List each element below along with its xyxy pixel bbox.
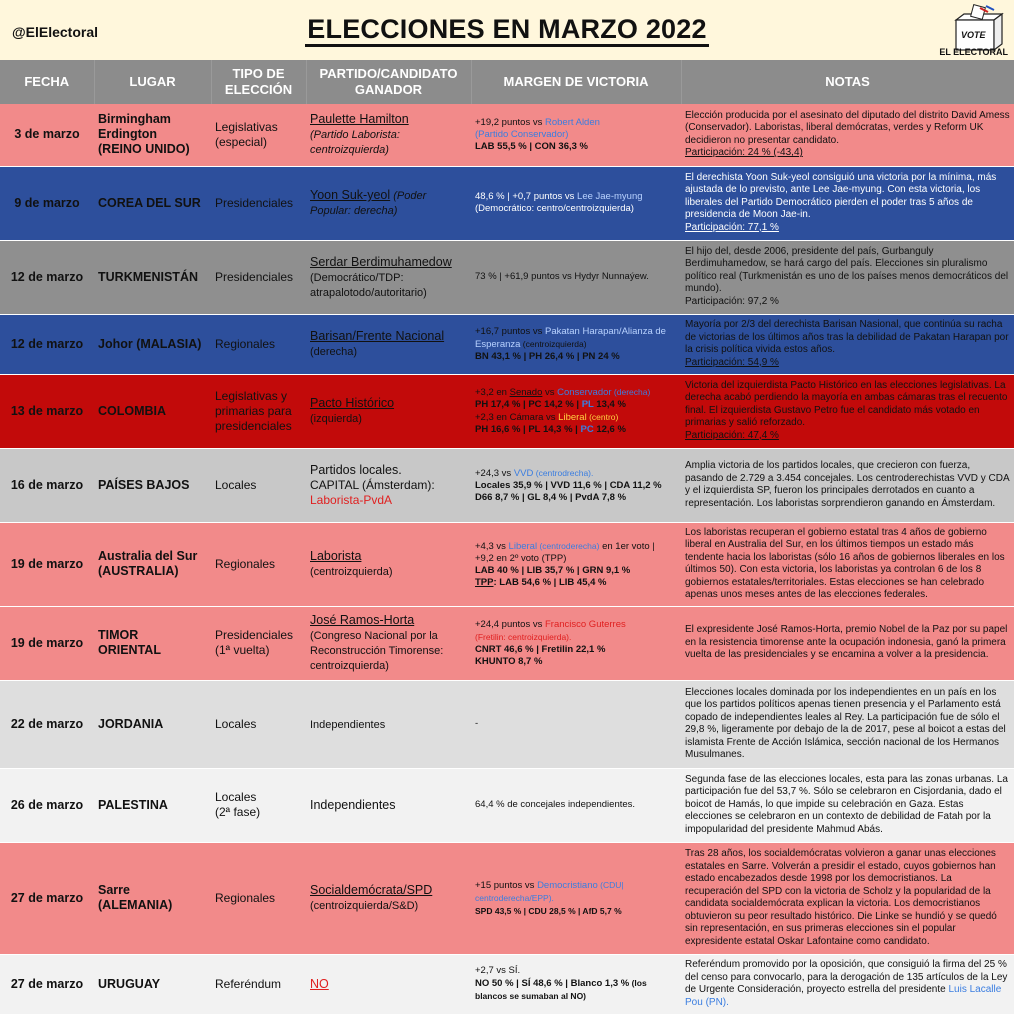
logo-text: EL ELECTORAL [939,47,1008,57]
margen: +15 puntos vs Democristiano (CDU| centroderecha/EPP). SPD 43,5 % | CDU 28,5 % | AfD 5,7 % [471,842,681,954]
fecha: 3 de marzo [0,104,94,166]
margen: 64,4 % de concejales independientes. [471,768,681,842]
table-header [0,60,1014,104]
margen: +3,2 en Senado vs Conservador (derecha) PH 17,4 % | PC 14,2 % | PL 13,4 % +2,3 en Cámara vs Liberal (centro) PH 16,6 % | PL 14,3 % | PC 12,6 % [471,374,681,448]
fecha: 13 de marzo [0,374,94,448]
partido: Independientes [306,680,471,768]
lugar: TURKMENISTÁN [94,240,211,314]
margen: 73 % | +61,9 puntos vs Hydyr Nunnaýew. [471,240,681,314]
svg-text:VOTE: VOTE [961,30,986,40]
fecha: 22 de marzo [0,680,94,768]
margen: +2,7 vs SÍ. NO 50 % | SÍ 48,6 % | Blanco 1,3 % (los blancos se sumaban al NO) [471,954,681,1014]
fecha: 26 de marzo [0,768,94,842]
tipo: Presidenciales [211,240,306,314]
fecha: 19 de marzo [0,606,94,680]
table-row [0,842,1014,954]
tipo: Presidenciales (1ª vuelta) [211,606,306,680]
partido: Independientes [306,768,471,842]
col-tipo: TIPO DE ELECCIÓN [211,60,306,104]
partido: Pacto Histórico (izquierda) [306,374,471,448]
table-row [0,104,1014,166]
notas: Elección producida por el asesinato del diputado del distrito David Amess (Conservador). Laboristas, liberal demócratas, verdes y Reform UK decidieron no presentar candidato. Participación: 24 % (-43,4) [681,104,1014,166]
table-row [0,522,1014,606]
lugar: Sarre (ALEMANIA) [94,842,211,954]
col-notas: NOTAS [681,60,1014,104]
notas: Amplia victoria de los partidos locales, que crecieron con fuerza, pasando de 2.729 a 3.454 concejales. Los centroderechistas VVD y CDA y el izquierdista SP, fueron los principales derrotados en cuanto a representación. Los laboristas sorprendieron ganando en Ámsterdam. [681,448,1014,522]
partido: Yoon Suk-yeol (Poder Popular: derecha) [306,166,471,240]
table-row [0,374,1014,448]
notas: Referéndum promovido por la oposición, que consiguió la firma del 25 % del censo para convocarlo, para la derogación de 135 artículos de la Ley de Urgente Consideración, proyecto estrella del presidente Luis Lacalle Pou (PN). [681,954,1014,1014]
margen: +4,3 vs Liberal (centroderecha) en 1er voto | +9,2 en 2º voto (TPP) LAB 40 % | LIB 35,7 % | GRN 9,1 % TPP: LAB 54,6 % | LIB 45,4 % [471,522,681,606]
tipo: Presidenciales [211,166,306,240]
tipo: Regionales [211,842,306,954]
notas: Mayoría por 2/3 del derechista Barisan Nasional, que continúa su racha de victorias de los últimos años tras la debilidad de Pakatan Harapan por la crisis política vivida estos años. Participación: 54,9 % [681,314,1014,374]
notas: Elecciones locales dominada por los independientes en un país en los que los partidos políticos apenas tienen presencia y el Parlamento está copado de independientes leales al Rey. La participación fue de sólo el 29,8 %, ligeramente por debajo de la de 2017, pese al boicot a estas del islamista Frente de Acción Islámica, sección nacional de los Hermanos Musulmanes. [681,680,1014,768]
table-row [0,768,1014,842]
page-title: ELECCIONES EN MARZO 2022 [0,14,1014,45]
fecha: 12 de marzo [0,314,94,374]
margen: - [471,680,681,768]
col-margen: MARGEN DE VICTORIA [471,60,681,104]
president-link: Luis Lacalle Pou (PN). [685,984,1002,1008]
tipo: Locales [211,448,306,522]
tipo: Referéndum [211,954,306,1014]
header-bar [0,0,1014,60]
partido: José Ramos-Horta (Congreso Nacional por la Reconstrucción Timorense: centroizquierda) [306,606,471,680]
notas: El expresidente José Ramos-Horta, premio Nobel de la Paz por su papel en la resistencia timorense ante la ocupación indonesia, ganó la primera vuelta de las presidenciales y se encamina a volver a la presidencia. [681,606,1014,680]
tipo: Locales [211,680,306,768]
table-row [0,954,1014,1014]
notas: Tras 28 años, los socialdemócratas volvieron a ganar unas elecciones estatales en Sarre. Volverán a presidir el estado, cuyos gobiernos han estado encabezados desde 1998 por los democristianos. La recuperación del SPD con la victoria de Scholz y la popularidad de la candidata socialdemócrata explican la victoria. Los democristianos obtuvieron su peor resultado histórico. Die Linke se hundió y se quedó sin representación, en sus primeras elecciones sin el popular expresidente estatal Oskar Lafontaine como candidato. [681,842,1014,954]
lugar: Australia del Sur (AUSTRALIA) [94,522,211,606]
notas: Segunda fase de las elecciones locales, esta para las zonas urbanas. La participación fue del 53,7 %. Sólo se celebraron en Cisjordania, dado el boicot de Hamás, lo que impide su celebración en Gaza. Estas elecciones se celebraron en un contexto de debilidad de Fatah por la impopularidad del presidente Mahmud Abás. [681,768,1014,842]
notas: Victoria del izquierdista Pacto Histórico en las elecciones legislativas. La derecha acabó perdiendo la mayoría en ambas cámaras tras el recuento final. El izquierdista Gustavo Petro fue el candidato más votado en primarias y salió reforzado. Participación: 47,4 % [681,374,1014,448]
margen: +19,2 puntos vs Robert Alden (Partido Conservador) LAB 55,5 % | CON 36,3 % [471,104,681,166]
margen: +24,4 puntos vs Francisco Guterres (Fretilin: centroizquierda). CNRT 46,6 % | Fretilin 22,1 % KHUNTO 8,7 % [471,606,681,680]
partido: Barisan/Frente Nacional (derecha) [306,314,471,374]
lugar: Johor (MALASIA) [94,314,211,374]
margen: +24,3 vs VVD (centrodrecha). Locales 35,9 % | VVD 11,6 % | CDA 11,2 % D66 8,7 % | GL 8,4 % | PvdA 7,8 % [471,448,681,522]
partido: NO [306,954,471,1014]
fecha: 19 de marzo [0,522,94,606]
col-partido: PARTIDO/CANDIDATO GANADOR [306,60,471,104]
partido: Paulette Hamilton (Partido Laborista: centroizquierda) [306,104,471,166]
partido: Serdar Berdimuhamedow (Democrático/TDP: atrapalotodo/autoritario) [306,240,471,314]
notas: El derechista Yoon Suk-yeol consiguió una victoria por la mínima, más ajustada de lo previsto, ante Lee Jae-myung. Con esta victoria, los liberales del Partido Democrático pierden el poder tras 5 años de presidencia de Moon Jae-in. Participación: 77,1 % [681,166,1014,240]
tipo: Locales (2ª fase) [211,768,306,842]
lugar: Birmingham Erdington (REINO UNIDO) [94,104,211,166]
tipo: Regionales [211,314,306,374]
table-row [0,606,1014,680]
table-row [0,166,1014,240]
margen: +16,7 puntos vs Pakatan Harapan/Alianza de Esperanza (centroizquierda) BN 43,1 % | PH 26,4 % | PN 24 % [471,314,681,374]
fecha: 27 de marzo [0,842,94,954]
lugar: PAÍSES BAJOS [94,448,211,522]
lugar: COREA DEL SUR [94,166,211,240]
partido: Laborista (centroizquierda) [306,522,471,606]
margen: 48,6 % | +0,7 puntos vs Lee Jae-myung (Democrático: centro/centroizquierda) [471,166,681,240]
notas: El hijo del, desde 2006, presidente del país, Gurbanguly Berdimuhamedow, se hará cargo del país. Elecciones sin pluralismo político real (Turkmenistán es uno de los países menos democráticos del mundo). Participación: 97,2 % [681,240,1014,314]
table-row [0,448,1014,522]
col-lugar: LUGAR [94,60,211,104]
fecha: 27 de marzo [0,954,94,1014]
tipo: Legislativas (especial) [211,104,306,166]
lugar: URUGUAY [94,954,211,1014]
table-row [0,680,1014,768]
col-fecha: FECHA [0,60,94,104]
twitter-handle: @ElElectoral [12,24,99,40]
fecha: 12 de marzo [0,240,94,314]
lugar: JORDANIA [94,680,211,768]
fecha: 16 de marzo [0,448,94,522]
elections-table [0,60,1014,1015]
lugar: PALESTINA [94,768,211,842]
lugar: COLOMBIA [94,374,211,448]
notas: Los laboristas recuperan el gobierno estatal tras 4 años de gobierno liberal en Australia del Sur, en los últimos tiempos un estado más tendente hacia los laboristas (sólo 16 años de gobiernos liberales en los últimos 50). Con esta victoria, los laboristas ya controlan 6 de los 8 gobiernos estatales/territoriales. Estas elecciones se han celebrado apenas unos meses antes de las elecciones federales. [681,522,1014,606]
table-row [0,314,1014,374]
tipo: Regionales [211,522,306,606]
partido: Socialdemócrata/SPD (centroizquierda/S&D) [306,842,471,954]
lugar: TIMOR ORIENTAL [94,606,211,680]
partido: Partidos locales. CAPITAL (Ámsterdam): Laborista-PvdA [306,448,471,522]
table-row [0,240,1014,314]
tipo: Legislativas y primarias para presidenciales [211,374,306,448]
fecha: 9 de marzo [0,166,94,240]
